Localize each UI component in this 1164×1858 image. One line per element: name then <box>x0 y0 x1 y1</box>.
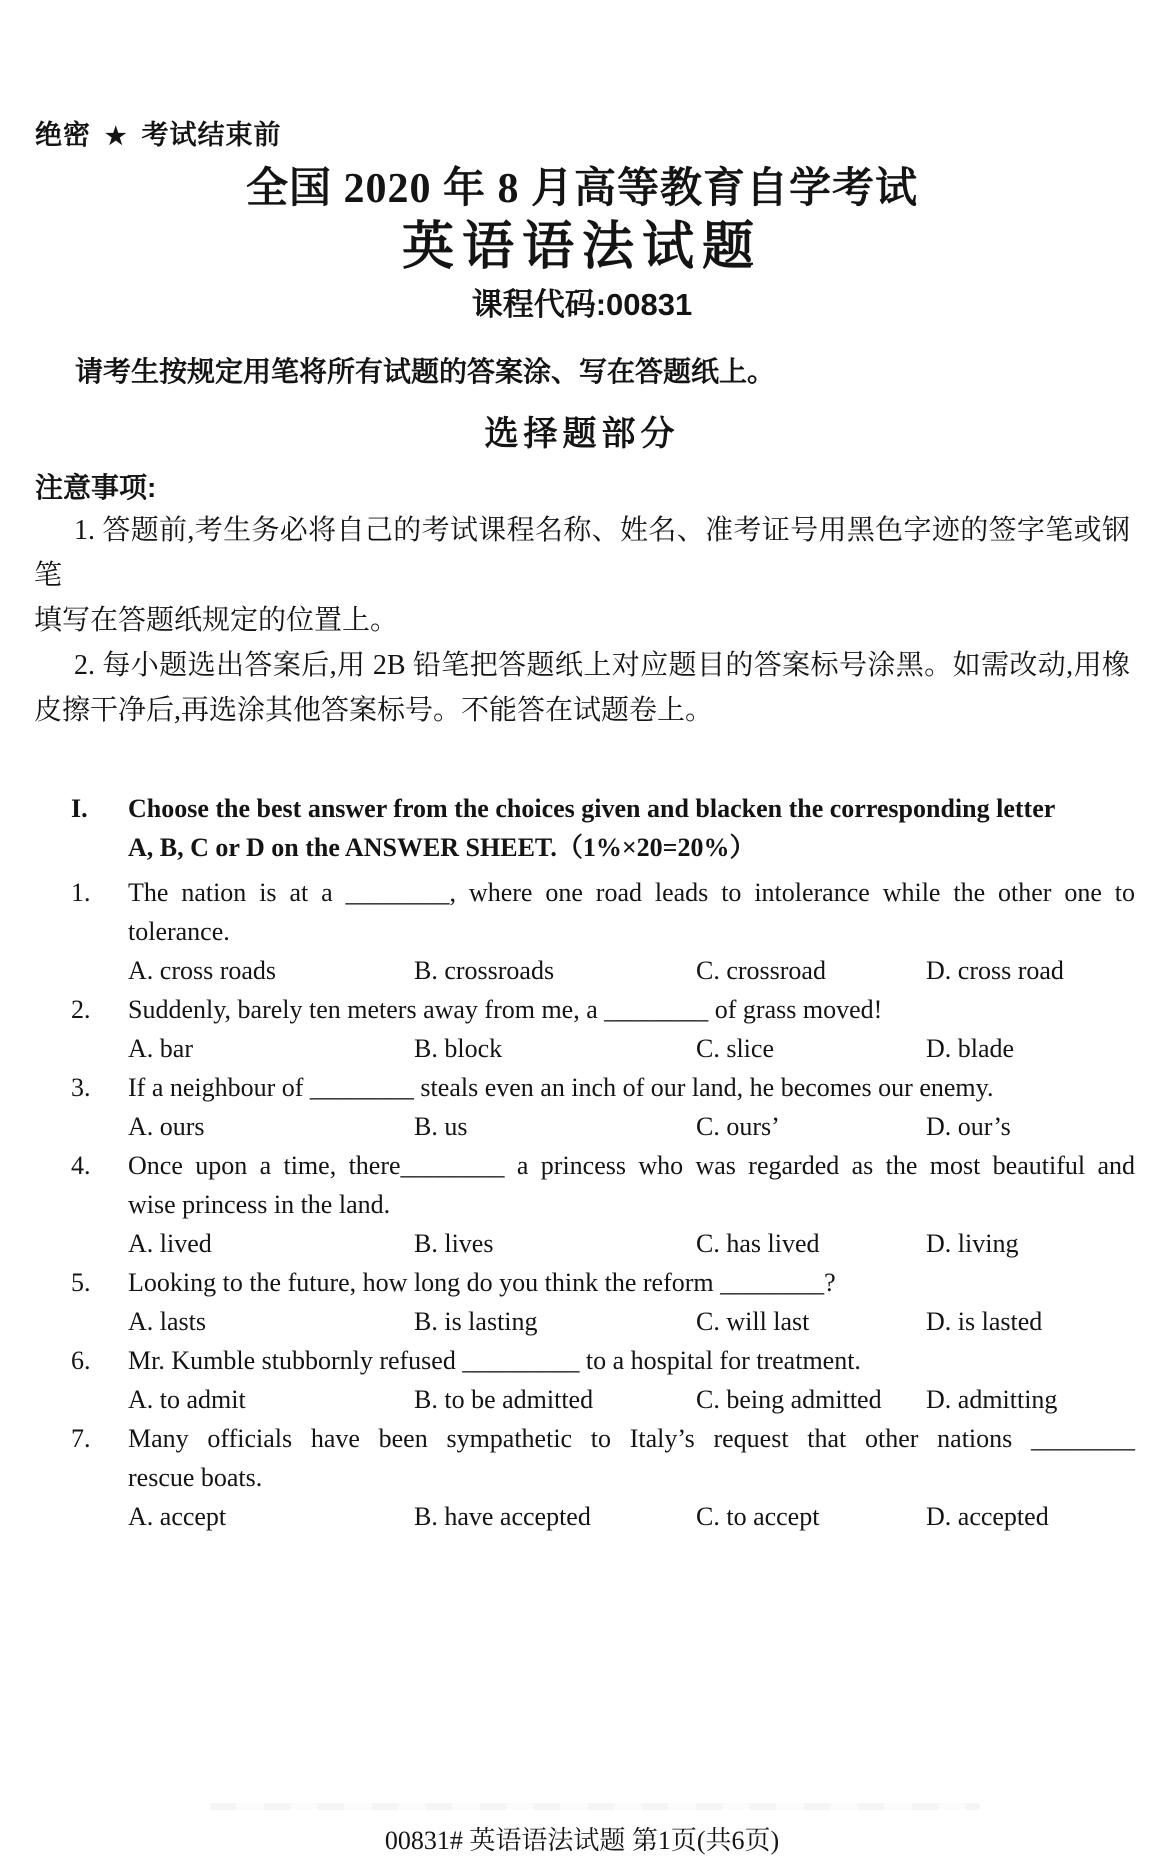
question-4-option-c: C. has lived <box>696 1229 820 1258</box>
notice-item-2 <box>34 643 1130 733</box>
question-5-option-d: D. is lasted <box>926 1307 1043 1336</box>
course-code: 课程代码:00831 <box>471 287 693 322</box>
question-4-text-line-1: Once upon a time, there________ a princess who was regarded as the most beautiful and <box>128 1151 1135 1180</box>
question-1-option-b: B. crossroads <box>414 956 555 985</box>
question-6 <box>71 1341 1135 1419</box>
question-2 <box>71 990 1135 1068</box>
page-footer: 00831# 英语语法试题 第1页(共6页) <box>384 1826 780 1855</box>
question-5 <box>71 1263 1135 1341</box>
exam-title: 全国 2020 年 8 月高等教育自学考试 <box>245 166 918 212</box>
question-7-options <box>128 1497 1135 1536</box>
question-4-number: 4. <box>71 1151 91 1180</box>
section-heading <box>71 789 1135 867</box>
section-heading-line-1: Choose the best answer from the choices given and blacken the corresponding letter <box>128 794 1056 823</box>
question-7-number: 7. <box>71 1424 91 1453</box>
question-1-number: 1. <box>71 878 91 907</box>
question-5-option-a: A. lasts <box>128 1307 206 1336</box>
question-5-text-line-1: Looking to the future, how long do you think the reform ________? <box>128 1268 836 1297</box>
scan-artifact <box>210 1803 980 1810</box>
question-6-text-line-1: Mr. Kumble stubbornly refused _________ to a hospital for treatment. <box>128 1346 861 1375</box>
question-4-text-line-2: wise princess in the land. <box>128 1190 391 1219</box>
question-2-number: 2. <box>71 995 91 1024</box>
question-6-number: 6. <box>71 1346 91 1375</box>
question-3-options <box>128 1107 1135 1146</box>
question-3-text-line-1: If a neighbour of ________ steals even an inch of our land, he becomes our enemy. <box>128 1073 994 1102</box>
question-2-text-line-1: Suddenly, barely ten meters away from me, a ________ of grass moved! <box>128 995 883 1024</box>
question-7 <box>71 1419 1135 1536</box>
question-4-option-a: A. lived <box>128 1229 212 1258</box>
classification-suffix: 考试结束前 <box>141 120 282 150</box>
question-4 <box>71 1146 1135 1263</box>
notice-heading: 注意事项: <box>35 472 157 503</box>
multiple-choice-section <box>71 789 1135 1536</box>
question-7-option-a: A. accept <box>128 1502 227 1531</box>
question-2-option-b: B. block <box>414 1034 503 1063</box>
question-1 <box>71 873 1135 990</box>
part-heading: 选择题部分 <box>484 415 680 453</box>
notice-item-1 <box>34 508 1130 643</box>
question-1-option-c: C. crossroad <box>696 956 826 985</box>
question-7-option-c: C. to accept <box>696 1502 820 1531</box>
question-1-option-a: A. cross roads <box>128 956 277 985</box>
question-1-option-d: D. cross road <box>926 956 1064 985</box>
question-6-options <box>128 1380 1135 1419</box>
question-1-options <box>128 951 1135 990</box>
question-3-option-b: B. us <box>414 1112 468 1141</box>
notice-item-2-line-1: 2. 每小题选出答案后,用 2B 铅笔把答题纸上对应题目的答案标号涂黑。如需改动,用橡 <box>74 650 1130 681</box>
question-1-text-line-2: tolerance. <box>128 917 230 946</box>
question-5-number: 5. <box>71 1268 91 1297</box>
notice-item-1-line-2: 填写在答题纸规定的位置上。 <box>34 605 399 636</box>
question-2-option-d: D. blade <box>926 1034 1015 1063</box>
question-6-option-a: A. to admit <box>128 1385 246 1414</box>
question-3-option-c: C. ours’ <box>696 1112 780 1141</box>
question-4-option-d: D. living <box>926 1229 1019 1258</box>
question-5-options <box>128 1302 1135 1341</box>
classification-label: 绝密 <box>35 120 91 150</box>
question-3-number: 3. <box>71 1073 91 1102</box>
question-5-option-c: C. will last <box>696 1307 810 1336</box>
question-1-text-line-1: The nation is at a ________, where one road leads to intolerance while the other one to <box>128 878 1135 907</box>
question-2-option-a: A. bar <box>128 1034 193 1063</box>
notice-item-1-line-1: 1. 答题前,考生务必将自己的考试课程名称、姓名、准考证号用黑色字迹的签字笔或钢笔 <box>34 515 1130 591</box>
question-3 <box>71 1068 1135 1146</box>
question-2-options <box>128 1029 1135 1068</box>
question-6-option-b: B. to be admitted <box>414 1385 594 1414</box>
question-2-option-c: C. slice <box>696 1034 774 1063</box>
question-7-option-b: B. have accepted <box>414 1502 591 1531</box>
question-6-option-c: C. being admitted <box>696 1385 882 1414</box>
question-3-option-a: A. ours <box>128 1112 205 1141</box>
paper-title: 英语语法试题 <box>401 218 762 276</box>
question-4-options <box>128 1224 1135 1263</box>
notice-item-2-line-2: 皮擦干净后,再选涂其他答案标号。不能答在试题卷上。 <box>34 695 714 726</box>
question-7-option-d: D. accepted <box>926 1502 1049 1531</box>
question-7-text-line-2: rescue boats. <box>128 1463 263 1492</box>
answer-sheet-instruction: 请考生按规定用笔将所有试题的答案涂、写在答题纸上。 <box>75 356 776 387</box>
question-4-option-b: B. lives <box>414 1229 494 1258</box>
section-numeral: I. <box>71 794 88 823</box>
question-6-option-d: D. admitting <box>926 1385 1058 1414</box>
star-icon: ★ <box>105 123 128 150</box>
question-3-option-d: D. our’s <box>926 1112 1011 1141</box>
classification-banner <box>35 118 1164 154</box>
question-5-option-b: B. is lasting <box>414 1307 538 1336</box>
section-heading-line-2: A, B, C or D on the ANSWER SHEET.（1%×20=20%） <box>128 833 756 862</box>
question-7-text-line-1: Many officials have been sympathetic to Italy’s request that other nations ________ <box>128 1424 1135 1453</box>
